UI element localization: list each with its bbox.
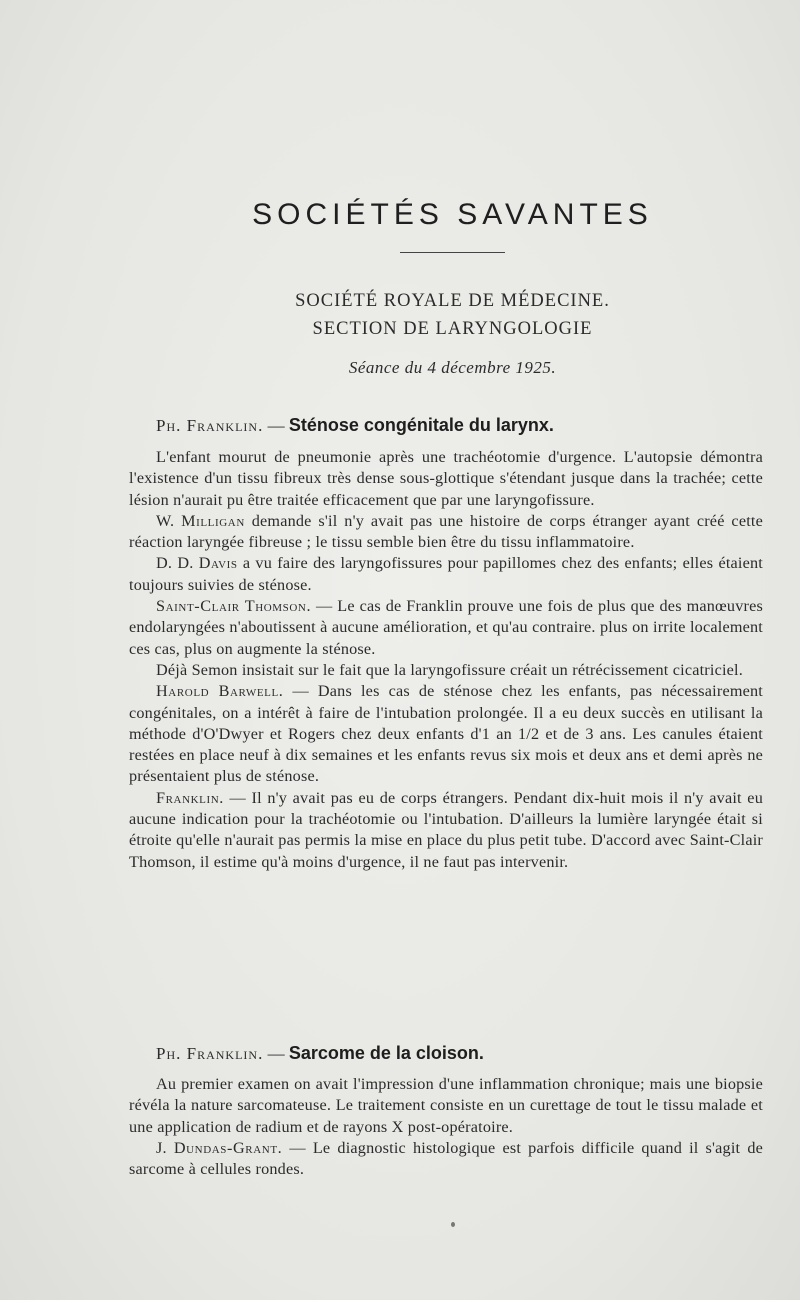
paragraph: Au premier examen on avait l'impression d'une inflammation chronique; mais une biopsie révéla la nature sarcomateuse. Le traitement consiste en un curettage de tout le tissu malade et une application de radium et de rayons X post-opératoire.: [129, 1075, 763, 1136]
speaker-name: Saint-Clair Thomson.: [156, 597, 312, 616]
ink-speck: [451, 1222, 455, 1227]
title-divider: [400, 252, 505, 253]
paragraph: Harold Barwell. — Dans les cas de sténose chez les enfants, pas nécessairement congénitales, on a intérêt à faire de l'intubation prolongée. Il a eu deux succès en utilisant la méthode d'O'Dwyer et Rogers chez deux enfants d'1 an 1/2 et de 3 ans. Les canules étaient restées en place neuf à dix semaines et les enfants revus six mois et deux ans et demi après ne présentaient plus de sténose.: [129, 682, 764, 786]
communication-topic: Sténose congénitale du larynx.: [288, 415, 554, 435]
heading-dash: —: [263, 1044, 289, 1063]
section-title: SOCIÉTÉS SAVANTES: [252, 198, 653, 231]
paragraph: L'enfant mourut de pneumonie après une trachéotomie d'urgence. L'autopsie démontra l'existence d'un tissu fibreux très dense sous-glottique s'étendant jusque dans la trachée; cette lésion n'aurait pu être traitée efficacement que par une laryngofissure.: [129, 448, 763, 509]
speaker-name: Milligan: [181, 511, 245, 530]
speaker-name: Davis: [198, 554, 238, 573]
paragraph: W. Milligan demande s'il n'y avait pas une histoire de corps étranger ayant créé cette réaction laryngée fibreuse ; le tissu semble bien être du tissu inflammatoire.: [129, 511, 763, 552]
session-date: Séance du 4 décembre 1925.: [348, 358, 557, 377]
paragraph: Saint-Clair Thomson. — Le cas de Franklin prouve une fois de plus que des manœuvres endolaryngées n'aboutissent à aucune amélioration, et qu'au contraire. plus on irrite localement ces cas, plus on augmente la sténose.: [129, 597, 763, 658]
speaker-name: Franklin.: [156, 788, 224, 807]
society-name: SOCIÉTÉ ROYALE DE MÉDECINE.: [295, 291, 610, 311]
communication-heading-1: [156, 415, 554, 436]
paragraph: Déjà Semon insistait sur le fait que la laryngofissure créait un rétrécissement cicatriciel.: [156, 660, 744, 679]
communication-topic: Sarcome de la cloison.: [288, 1043, 484, 1063]
communication-body-2: [129, 1074, 763, 1180]
communication-body-1: [129, 447, 763, 873]
communication-author: Ph. Franklin.: [156, 416, 264, 435]
heading-dash: —: [263, 416, 289, 435]
communication-author: Ph. Franklin.: [156, 1044, 264, 1063]
speaker-name: Dundas-Grant.: [173, 1138, 283, 1157]
paragraph: J. Dundas-Grant. — Le diagnostic histologique est parfois difficile quand il s'agit de sarcome à cellules rondes.: [129, 1138, 763, 1179]
paragraph: D. D. Davis a vu faire des laryngofissures pour papillomes chez des enfants; elles étaient toujours suivies de sténose.: [129, 554, 763, 594]
society-section: SECTION DE LARYNGOLOGIE: [312, 319, 593, 339]
speaker-name: Harold Barwell.: [156, 682, 284, 701]
paragraph: Franklin. — Il n'y avait pas eu de corps étrangers. Pendant dix-huit mois il n'y avait eu aucune indication pour la trachéotomie ou l'intubation. D'ailleurs la lumière laryngée était si étroite qu'elle n'aurait pas permis la mise en place du plus petit tube. D'accord avec Saint-Clair Thomson, il estime qu'à moins d'urgence, il ne faut pas intervenir.: [129, 788, 763, 871]
society-heading: [0, 287, 800, 343]
communication-heading-2: [156, 1043, 484, 1064]
